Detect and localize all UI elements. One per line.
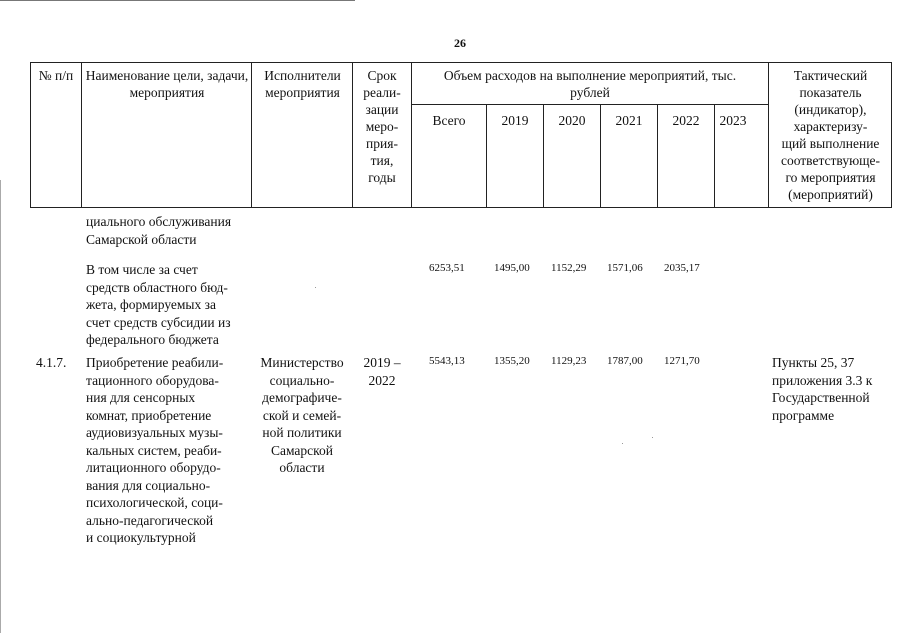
header-col-total: Всего (432, 113, 466, 128)
header-col-indicator: Тактический показатель (индикатор), характеризу- щий выполнение соответствующе- го мероприятия (мероприятий) (780, 68, 881, 202)
row-4-1-7-2021: 1787,00 (607, 355, 643, 367)
row-4-1-7-number: 4.1.7. (36, 355, 67, 370)
header-col-number: № п/п (38, 68, 74, 83)
table-row-continuation-name: циального обслуживания Самарской области (86, 214, 232, 247)
scan-speck (315, 287, 316, 288)
scan-edge-left (0, 180, 1, 633)
row-subsidy-2022: 2035,17 (664, 262, 700, 274)
header-col-volume: Объем расходов на выполнение мероприятий, тыс. рублей (443, 68, 737, 100)
row-subsidy-2019: 1495,00 (494, 262, 530, 274)
header-col-name: Наименование цели, задачи, мероприятия (85, 68, 249, 100)
header-year-2020: 2020 (558, 113, 586, 128)
row-subsidy-2020: 1152,29 (551, 262, 587, 274)
col-divider (768, 62, 769, 208)
header-col-executors: Исполнители мероприятия (264, 68, 341, 100)
row-subsidy-total: 6253,51 (429, 262, 465, 274)
row-4-1-7-2020: 1129,23 (551, 355, 587, 367)
row-subsidy-2021: 1571,06 (607, 262, 643, 274)
row-4-1-7-name: Приобретение реабили- тационного оборудова- ния для сенсорных комнат, приобретение аудиовизуальных музы- кальных систем, реаби- литационного оборудо- вания для социально- психологической, соци- ально-педагогической и социокультурной (86, 355, 224, 545)
scan-speck (622, 443, 623, 444)
row-4-1-7-term: 2019 – 2022 (363, 355, 401, 388)
header-col-term: Срок реали- зации меро- прия- тия, годы (363, 68, 401, 185)
col-divider (251, 62, 252, 208)
col-divider (81, 62, 82, 208)
header-year-2019: 2019 (501, 113, 529, 128)
col-divider (411, 62, 412, 208)
header-year-2023: 2023 (719, 113, 747, 128)
row-4-1-7-indicator: Пункты 25, 37 приложения 3.3 к Государственной программе (772, 355, 873, 423)
page-number: 26 (454, 36, 466, 50)
row-4-1-7-2022: 1271,70 (664, 355, 700, 367)
row-4-1-7-executor: Министерство социально- демографиче- ской и семей- ной политики Самарской области (260, 355, 344, 475)
row-4-1-7-total: 5543,13 (429, 355, 465, 367)
table-row-subsidy-name: В том числе за счет средств областного бюд- жета, формируемых за счет средств субсидии из федерального бюджета (86, 262, 231, 347)
row-4-1-7-2019: 1355,20 (494, 355, 530, 367)
header-year-2022: 2022 (672, 113, 700, 128)
scan-speck (652, 437, 653, 438)
scan-edge-top (0, 0, 355, 1)
header-year-2021: 2021 (615, 113, 643, 128)
